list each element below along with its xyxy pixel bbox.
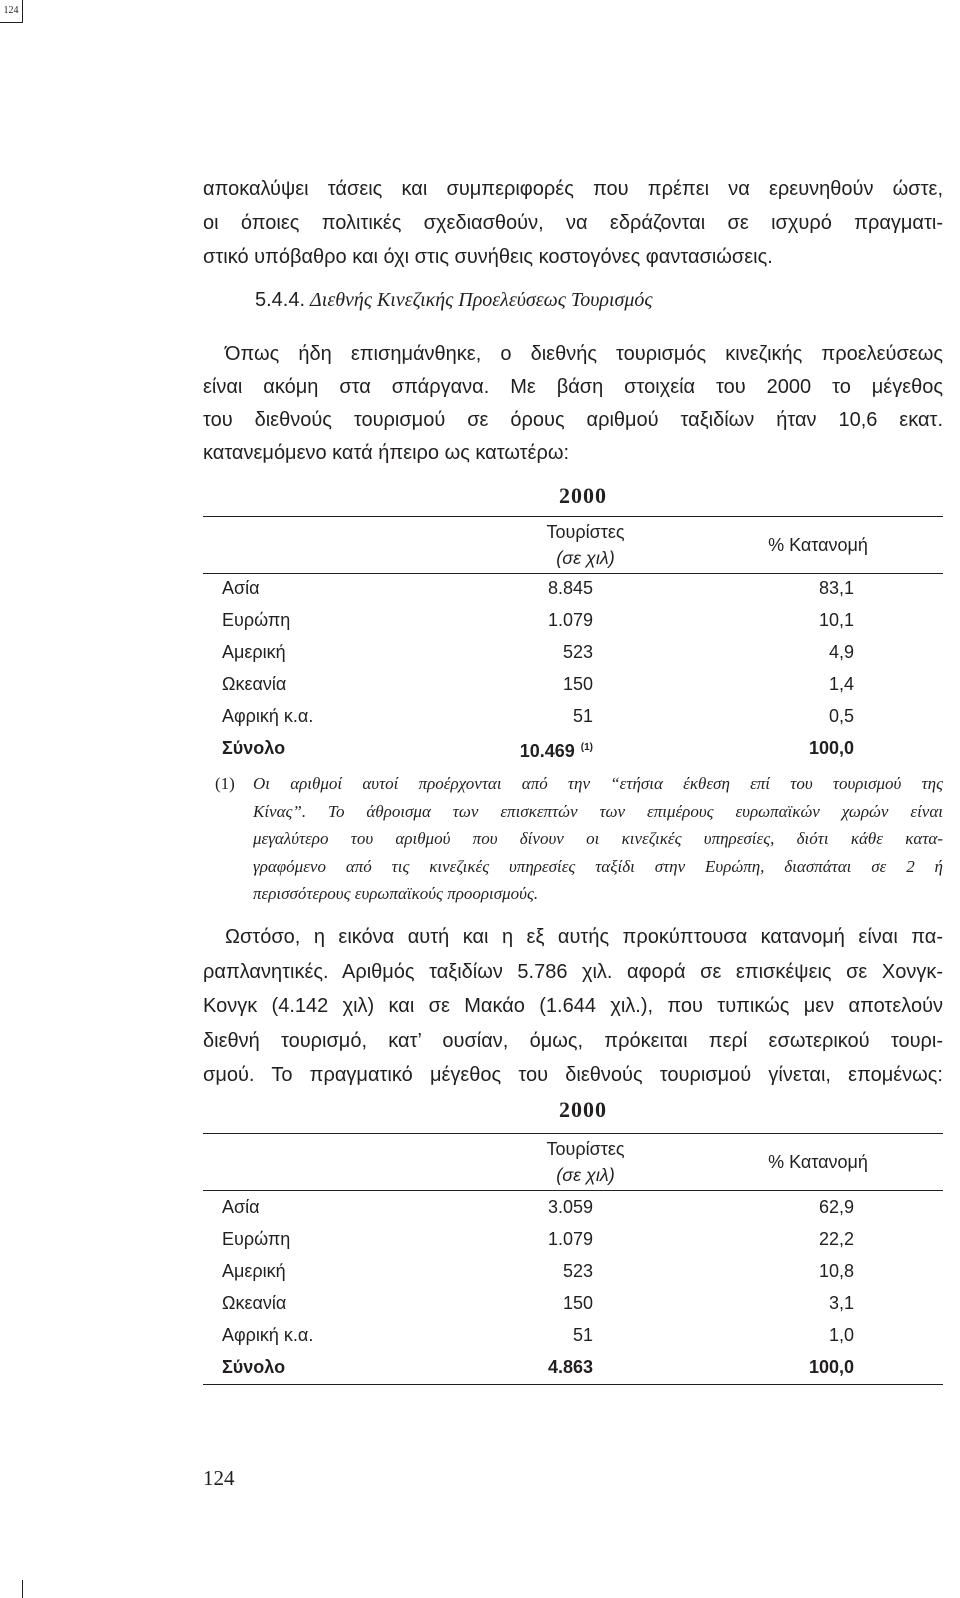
column-header-tourists-unit: (σε χιλ) <box>556 1165 615 1185</box>
corner-page-tab <box>0 0 23 23</box>
footnote-line: μεγαλύτερο του αριθμού που δίνουν οι κινεζικές υπηρεσίες, διότι κάθε κατα- <box>253 829 943 848</box>
pct-cell: 62,9 <box>818 1197 854 1217</box>
pct-cell: 0,5 <box>828 706 854 726</box>
column-header-pct: % Κατανομή <box>768 535 868 555</box>
section-number: 5.4.4. <box>255 289 306 311</box>
tourists-cell: 51 <box>572 1325 593 1345</box>
paragraph-line: διεθνή τουρισμό, κατ’ ουσίαν, όμως, πρόκειται περί εσωτερικού τουρι- <box>203 1029 943 1052</box>
paragraph-line: ραπλανητικές. Αριθμός ταξιδίων 5.786 χιλ. αφορά σε επισκέψεις σε Χονγκ- <box>203 960 943 983</box>
paragraph-line: είναι ακόμη στα σπάργανα. Με βάση στοιχεία του 2000 το μέγεθος <box>203 376 943 398</box>
paragraph-line: στικό υπόβαθρο και όχι στις συνήθεις κοστογόνες φαντασιώσεις. <box>203 246 773 268</box>
paragraph-1 <box>203 172 943 274</box>
total-tourists-cell: 4.863 <box>547 1357 593 1377</box>
footnote-line: περισσότερους ευρωπαϊκούς προορισμούς. <box>253 884 539 903</box>
column-header-pct: % Κατανομή <box>768 1152 868 1172</box>
table-rule-top <box>203 1133 943 1134</box>
paragraph-line: του διεθνούς τουρισμού σε όρους αριθμού ταξιδίων ήταν 10,6 εκατ. <box>203 409 943 431</box>
table-year: 2000 <box>559 1097 607 1122</box>
crop-mark-bottom-left <box>22 1580 23 1598</box>
total-tourists-value: 10.469 <box>519 741 575 761</box>
paragraph-line: Ωστόσο, η εικόνα αυτή και η εξ αυτής προκύπτουσα κατανομή είναι πα- <box>225 926 943 948</box>
table-row <box>203 1287 943 1319</box>
footnote-text <box>253 770 943 908</box>
region-cell: Ασία <box>222 1197 260 1217</box>
paragraph-3 <box>203 920 943 1093</box>
region-cell: Αφρική κ.α. <box>222 1325 314 1345</box>
paragraph-line: Κονγκ (4.142 χιλ) και σε Μακάο (1.644 χιλ.), που τυπικώς μεν αποτελούν <box>203 995 943 1017</box>
paragraph-2 <box>203 338 943 470</box>
table-rule-bottom <box>203 1384 943 1385</box>
total-label: Σύνολο <box>222 1357 286 1377</box>
column-header-tourists <box>513 519 658 571</box>
tourists-cell: 1.079 <box>547 1229 593 1249</box>
tourists-cell: 8.845 <box>547 578 593 598</box>
column-header-tourists-label: Τουρίστες <box>546 1139 625 1159</box>
section-title: Διεθνής Κινεζικής Προελεύσεως Τουρισμός <box>310 289 653 311</box>
tourists-cell: 51 <box>572 706 593 726</box>
table-total-row <box>203 1351 943 1383</box>
paragraph-line: Όπως ήδη επισημάνθηκε, ο διεθνής τουρισμός κινεζικής προελεύσεως <box>225 343 943 365</box>
column-header-tourists-unit: (σε χιλ) <box>556 548 615 568</box>
tourists-cell: 523 <box>562 1261 593 1281</box>
paragraph-line: οι όποιες πολιτικές σχεδιασθούν, να εδράζονται σε ισχυρό πραγματι- <box>203 212 943 234</box>
footnote-marker: (1) <box>215 774 235 793</box>
tourists-cell: 150 <box>562 674 593 694</box>
column-header-tourists <box>513 1136 658 1188</box>
total-tourists-cell <box>520 732 593 767</box>
table-row <box>203 572 943 604</box>
pct-cell: 10,1 <box>818 610 854 630</box>
table-row <box>203 1223 943 1255</box>
total-label: Σύνολο <box>222 738 286 758</box>
table-row <box>203 700 943 732</box>
pct-cell: 4,9 <box>828 642 854 662</box>
region-cell: Ασία <box>222 578 260 598</box>
table-row <box>203 1191 943 1223</box>
pct-cell: 10,8 <box>818 1261 854 1281</box>
tourists-cell: 150 <box>562 1293 593 1313</box>
tourists-cell: 3.059 <box>547 1197 593 1217</box>
region-cell: Αφρική κ.α. <box>222 706 314 726</box>
region-cell: Ευρώπη <box>222 610 291 630</box>
footnote-line: Οι αριθμοί αυτοί προέρχονται από την “ετήσια έκθεση επί του τουρισμού της <box>253 774 943 793</box>
pct-cell: 22,2 <box>818 1229 854 1249</box>
table-rule-top <box>203 516 943 517</box>
region-cell: Ωκεανία <box>222 674 287 694</box>
table-row <box>203 1319 943 1351</box>
table-row <box>203 636 943 668</box>
paragraph-line: κατανεμόμενο κατά ήπειρο ως κατωτέρω: <box>203 442 570 464</box>
table-row <box>203 668 943 700</box>
region-cell: Αμερική <box>222 1261 286 1281</box>
corner-page-number: 124 <box>3 5 19 16</box>
table-row <box>203 604 943 636</box>
pct-cell: 3,1 <box>828 1293 854 1313</box>
footnote-line: Κίνας”. Το άθροισμα των επισκεπτών των επιμέρους ευρωπαϊκών χωρών είναι <box>253 801 943 821</box>
total-pct-cell: 100,0 <box>808 1357 854 1377</box>
region-cell: Ευρώπη <box>222 1229 291 1249</box>
region-cell: Ωκεανία <box>222 1293 287 1313</box>
footnote-line: γραφόμενο από τις κινεζικές υπηρεσίες ταξίδι στην Ευρώπη, διασπάται σε 2 ή <box>253 856 943 876</box>
column-header-tourists-label: Τουρίστες <box>546 522 625 542</box>
table-row <box>203 1255 943 1287</box>
region-cell: Αμερική <box>222 642 286 662</box>
total-pct-cell: 100,0 <box>808 738 854 758</box>
tourists-cell: 523 <box>562 642 593 662</box>
table-year: 2000 <box>559 483 607 508</box>
pct-cell: 83,1 <box>818 578 854 598</box>
paragraph-line: αποκαλύψει τάσεις και συμπεριφορές που πρέπει να ερευνηθούν ώστε, <box>203 178 943 200</box>
page-number: 124 <box>203 1466 235 1490</box>
footnote-ref: (1) <box>580 742 593 753</box>
paragraph-line: σμού. Το πραγματικό μέγεθος του διεθνούς τουρισμού γίνεται, επομένως: <box>203 1064 943 1086</box>
pct-cell: 1,0 <box>828 1325 854 1345</box>
tourists-cell: 1.079 <box>547 610 593 630</box>
section-heading <box>255 289 653 312</box>
pct-cell: 1,4 <box>828 674 854 694</box>
table-total-row <box>203 732 943 764</box>
